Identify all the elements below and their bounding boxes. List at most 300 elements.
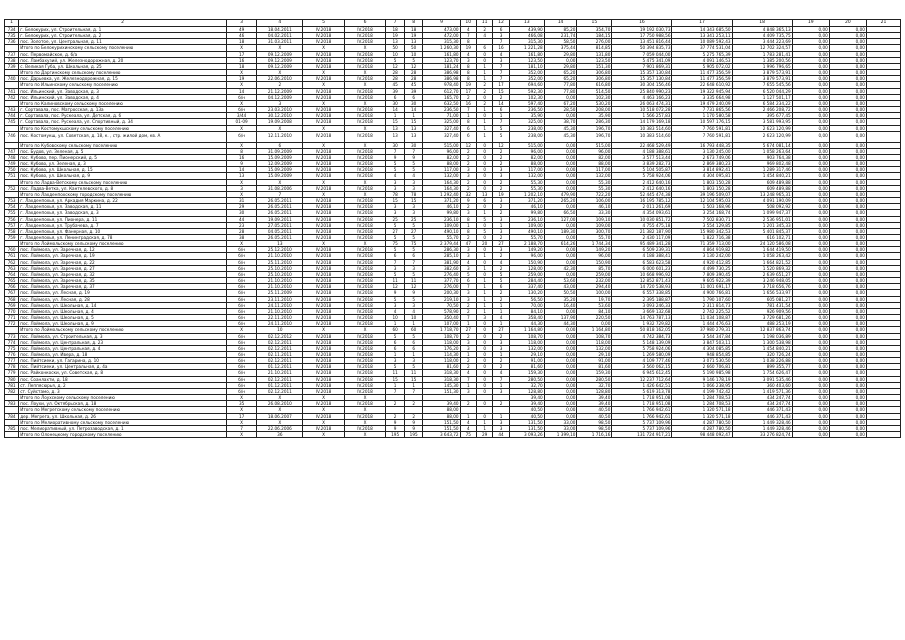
table-cell: 1 790 107,60 xyxy=(672,296,732,302)
table-cell: 0,00 xyxy=(792,358,829,364)
table-cell: 2 xyxy=(460,235,476,241)
address-cell: пос. Ладва-Ветка, ул. Кантелевского, д. 8 xyxy=(19,185,227,191)
table-cell: 1 038 226,88 xyxy=(732,358,792,364)
table-cell: 20 xyxy=(476,241,492,247)
table-cell: 0,00 xyxy=(792,364,829,370)
table-cell: 0,00 xyxy=(792,51,829,57)
table-cell: IV.2018 xyxy=(344,154,386,160)
table-cell: 7 xyxy=(460,33,476,39)
table-cell: б/н xyxy=(226,271,257,277)
table-cell: 5 xyxy=(386,235,405,241)
table-cell: 1 xyxy=(476,425,492,431)
table-cell: 195 xyxy=(386,432,405,438)
table-cell: 88,00 xyxy=(423,407,460,413)
table-cell: 24 120 586,08 xyxy=(732,241,792,247)
table-cell: 23.11.2010 xyxy=(257,296,303,302)
table-cell: 0,00 xyxy=(792,321,829,327)
table-cell: 0,00 xyxy=(544,113,577,119)
table-cell: 2 xyxy=(493,296,509,302)
table-cell: 0,00 xyxy=(792,296,829,302)
row-number-cell: 755 xyxy=(5,210,19,216)
table-cell: 35 xyxy=(226,401,257,407)
table-cell: 109,10 xyxy=(577,216,612,222)
table-cell: X xyxy=(257,179,303,185)
table-cell: 1 566 257,83 xyxy=(612,113,672,119)
table-cell: 3 444 223,69 xyxy=(732,39,792,45)
table-cell: 150,90 xyxy=(509,259,544,265)
table-cell: 0,00 xyxy=(792,94,829,100)
table-cell: 19,70 xyxy=(577,296,612,302)
table-cell: 106,00 xyxy=(577,198,612,204)
table-cell: 7 655 545,56 xyxy=(732,82,792,88)
table-cell: 0,00 xyxy=(829,51,866,57)
table-cell: IV.2018 xyxy=(344,382,386,388)
table-cell: б/н xyxy=(226,296,257,302)
table-cell: 30.12.2010 xyxy=(257,113,303,119)
table-cell: 7 xyxy=(386,148,405,154)
table-cell: 0,00 xyxy=(544,57,577,63)
table-cell: 132,00 xyxy=(423,173,460,179)
table-cell: 77,80 xyxy=(544,88,577,94)
table-cell: б/н xyxy=(226,284,257,290)
table-cell: 30 xyxy=(404,142,423,148)
table-cell: 55,30 xyxy=(577,179,612,185)
table-cell: 151,50 xyxy=(423,419,460,425)
table-cell: 0,00 xyxy=(829,173,866,179)
table-cell: IV.2018 xyxy=(344,27,386,33)
address-cell: пос. Лоймола, ул. Школьная, д. 14 xyxy=(19,302,227,308)
table-cell: 375,44 xyxy=(544,45,577,51)
table-cell: 98,50 xyxy=(577,425,612,431)
table-cell: 4 xyxy=(460,27,476,33)
table-cell: 12 702 324,57 xyxy=(732,45,792,51)
table-cell: 81,60 xyxy=(423,364,460,370)
table-cell: 5 xyxy=(404,247,423,253)
table-cell: 1 269 580,09 xyxy=(612,351,672,357)
table-cell: 2 xyxy=(460,154,476,160)
table-cell: 325,00 xyxy=(423,119,460,125)
table-cell: 3 643,72 xyxy=(423,432,460,438)
table-cell: 1 xyxy=(386,321,405,327)
table-cell: 5 104 505,87 xyxy=(612,167,672,173)
table-cell: 0,00 xyxy=(792,76,829,82)
table-cell: 2 xyxy=(476,88,492,94)
table-cell: 15 xyxy=(404,198,423,204)
table-cell: 0 xyxy=(476,382,492,388)
table-cell: 0,00 xyxy=(829,154,866,160)
row-number-cell: 781 xyxy=(5,382,19,388)
table-cell: 37 980 279,31 xyxy=(672,327,732,333)
table-cell: 0,00 xyxy=(544,401,577,407)
table-cell: 0,00 xyxy=(792,388,829,394)
table-cell: 19 322 945,94 xyxy=(672,88,732,94)
table-cell: 28 xyxy=(404,76,423,82)
table-cell: 0,00 xyxy=(544,376,577,382)
table-cell: 1 664 821,52 xyxy=(732,259,792,265)
table-cell: 0,00 xyxy=(829,142,866,148)
table-cell: 130,20 xyxy=(509,290,544,296)
table-cell: 7 xyxy=(493,63,509,69)
table-cell: 0,00 xyxy=(792,345,829,351)
table-cell: 0,00 xyxy=(829,107,866,113)
table-cell: 2 639 651,27 xyxy=(732,271,792,277)
table-cell: 1 783 281,41 xyxy=(732,51,792,57)
table-cell: IV.2018 xyxy=(344,278,386,284)
table-cell: 9 605 922,39 xyxy=(672,278,732,284)
address-cell: пос. Лоймола, ул. Заречная, д. 22 xyxy=(19,259,227,265)
table-cell: 176,20 xyxy=(423,345,460,351)
address-cell: Итого по Ладва-Ветскому сельскому поселению xyxy=(19,179,227,185)
table-cell: 55,30 xyxy=(509,185,544,191)
table-cell: 286,30 xyxy=(577,119,612,125)
table-cell: 284,40 xyxy=(509,278,544,284)
table-cell: 4 304 085,85 xyxy=(672,345,732,351)
table-cell: 1 170 580,58 xyxy=(672,113,732,119)
table-cell: 32 xyxy=(460,191,476,197)
table-cell: 145,30 xyxy=(423,382,460,388)
table-cell: IV.2018 xyxy=(303,222,345,228)
table-cell: X xyxy=(344,395,386,401)
row-number-cell: 763 xyxy=(5,265,19,271)
table-cell: 0,00 xyxy=(829,88,866,94)
table-cell: 4 848 365,13 xyxy=(732,27,792,33)
table-cell: 3 335 664,98 xyxy=(672,94,732,100)
table-cell: 58,50 xyxy=(544,39,577,45)
table-cell: 21 382 187,90 xyxy=(612,228,672,234)
row-number-cell: 759 xyxy=(5,235,19,241)
table-cell: 0,00 xyxy=(829,167,866,173)
table-cell: 1 716,16 xyxy=(577,432,612,438)
table-cell: IV.2018 xyxy=(303,113,345,119)
table-cell: 0 xyxy=(476,235,492,241)
table-cell: 1 300 538,98 xyxy=(732,339,792,345)
address-cell: г. Лахденпохья, ул. Заводская, д. 11 xyxy=(19,204,227,210)
row-number-cell: 748 xyxy=(5,154,19,160)
table-cell: 5 xyxy=(476,216,492,222)
table-cell: 78 xyxy=(386,191,405,197)
address-cell: Итого по Мелиоративному сельскому поселению xyxy=(19,419,227,425)
table-cell: 306,80 xyxy=(577,70,612,76)
table-cell: 02.12.2012 xyxy=(257,333,303,339)
table-cell: 15 xyxy=(404,119,423,125)
table-cell: 3 xyxy=(460,290,476,296)
table-cell: X xyxy=(303,70,345,76)
table-cell: X xyxy=(303,100,345,106)
table-cell: 0,00 xyxy=(792,271,829,277)
table-cell: 2 xyxy=(493,364,509,370)
table-cell: 10 xyxy=(386,315,405,321)
address-cell: г. Лахденпохья, ул. Трубачева, д. 7 xyxy=(19,222,227,228)
table-cell: б/н xyxy=(226,315,257,321)
row-number-cell: 766 xyxy=(5,284,19,290)
table-cell: 16 xyxy=(226,57,257,63)
table-cell: 0,00 xyxy=(544,327,577,333)
table-cell: 2 xyxy=(493,253,509,259)
table-cell: 14 xyxy=(226,88,257,94)
table-cell: 3 718 656,76 xyxy=(732,284,792,290)
table-cell: 43,00 xyxy=(544,284,577,290)
table-cell: IV.2018 xyxy=(303,333,345,339)
table-cell: 13 xyxy=(404,125,423,131)
table-cell: 39,40 xyxy=(509,395,544,401)
table-cell: 9 xyxy=(404,290,423,296)
table-cell: 6 xyxy=(404,339,423,345)
table-cell: 0 xyxy=(476,142,492,148)
table-cell: 0,00 xyxy=(829,204,866,210)
table-cell: 219,10 xyxy=(423,296,460,302)
table-cell: 1 718,70 xyxy=(423,327,460,333)
table-cell: X xyxy=(303,327,345,333)
table-cell: 6 557 338,85 xyxy=(612,290,672,296)
table-cell: 371,20 xyxy=(423,198,460,204)
row-number-cell: 785 xyxy=(5,425,19,431)
table-cell: 0,00 xyxy=(792,107,829,113)
table-cell: 0 xyxy=(476,148,492,154)
row-number-cell: 751 xyxy=(5,173,19,179)
table-cell: 128,00 xyxy=(509,265,544,271)
address-cell: Итого по Даргинскому сельскому поселению xyxy=(19,70,227,76)
table-cell: 7 xyxy=(493,376,509,382)
table-cell: 60 xyxy=(386,327,405,333)
table-cell: 4 742 384,73 xyxy=(612,333,672,339)
column-number: 3 xyxy=(226,20,257,27)
table-cell: 6 509 239,31 xyxy=(612,247,672,253)
table-cell: 30 xyxy=(386,142,405,148)
table-cell: 26.05.2011 xyxy=(257,210,303,216)
table-cell: X xyxy=(226,419,257,425)
table-cell: 386,98 xyxy=(423,76,460,82)
table-cell: 2 xyxy=(404,401,423,407)
table-cell: X xyxy=(226,125,257,131)
table-cell: 7 xyxy=(460,376,476,382)
table-cell: 39,40 xyxy=(577,395,612,401)
table-cell: 276,00 xyxy=(577,39,612,45)
table-cell: X xyxy=(344,327,386,333)
table-cell: IV.2018 xyxy=(344,63,386,69)
table-cell: IV.2018 xyxy=(303,290,345,296)
table-cell: 96,00 xyxy=(423,148,460,154)
table-cell: 0 xyxy=(476,327,492,333)
table-cell: 286,30 xyxy=(423,247,460,253)
table-cell: 259,00 xyxy=(509,271,544,277)
table-cell: 0,00 xyxy=(829,333,866,339)
row-number-cell: 775 xyxy=(5,345,19,351)
table-cell: 0,00 xyxy=(792,259,829,265)
table-cell: X xyxy=(344,407,386,413)
table-cell: 0,00 xyxy=(544,395,577,401)
column-number: 13 xyxy=(509,20,544,27)
table-cell: 29 xyxy=(476,432,492,438)
table-cell: 22.11.2010 xyxy=(257,315,303,321)
table-cell: 2 xyxy=(493,210,509,216)
table-cell: 238,00 xyxy=(509,125,544,131)
table-cell: 13 xyxy=(386,39,405,45)
table-cell: 55,30 xyxy=(509,179,544,185)
table-cell: X xyxy=(226,407,257,413)
table-cell: 0,00 xyxy=(829,259,866,265)
table-cell: 0 xyxy=(476,401,492,407)
table-cell: IV.2018 xyxy=(344,351,386,357)
table-cell: 10 xyxy=(386,51,405,57)
table-cell: X xyxy=(303,45,345,51)
table-cell: б/н xyxy=(226,339,257,345)
row-number-cell: 735 xyxy=(5,33,19,39)
row-number-cell: 782 xyxy=(5,388,19,394)
table-cell: 55,30 xyxy=(577,185,612,191)
table-cell: IV.2018 xyxy=(344,284,386,290)
table-cell: 14 xyxy=(226,167,257,173)
table-cell: 132,00 xyxy=(577,173,612,179)
table-cell: 12 xyxy=(404,63,423,69)
row-number-cell: 778 xyxy=(5,364,19,370)
table-cell: 1 454 840,21 xyxy=(732,345,792,351)
column-number: 7 xyxy=(386,20,405,27)
table-cell: 3 xyxy=(460,345,476,351)
table-cell: 12.11.2010 xyxy=(257,131,303,142)
table-cell: б/н xyxy=(226,333,257,339)
table-cell: 0,00 xyxy=(544,204,577,210)
table-cell: 2 xyxy=(386,413,405,419)
table-cell: 38 xyxy=(226,235,257,241)
table-cell: 1 164,80 xyxy=(509,327,544,333)
table-cell: X xyxy=(344,419,386,425)
table-cell: 2 623 120,99 xyxy=(732,131,792,142)
table-cell: IV.2018 xyxy=(303,339,345,345)
table-cell: 19.09.2008 xyxy=(257,119,303,125)
table-cell: 17 xyxy=(460,88,476,94)
table-cell: 3 xyxy=(460,173,476,179)
table-cell: 19 xyxy=(460,45,476,51)
table-cell: 127,00 xyxy=(544,216,577,222)
table-cell: 0,00 xyxy=(792,204,829,210)
address-cell: пос. Лоймола, ул. Лесная, д. 28 xyxy=(19,296,227,302)
address-cell: пос. Лоймола, ул. Центральная, д. 4 xyxy=(19,345,227,351)
table-cell: 0,00 xyxy=(792,370,829,376)
table-cell: IV.2018 xyxy=(303,63,345,69)
table-cell: 0,00 xyxy=(544,259,577,265)
table-cell: 0,00 xyxy=(829,82,866,88)
table-cell: 0,00 xyxy=(544,339,577,345)
table-cell: 161,80 xyxy=(423,51,460,57)
table-cell: 161,80 xyxy=(509,51,544,57)
table-cell: 7 xyxy=(404,388,423,394)
table-cell: 39 196 509,07 xyxy=(672,191,732,197)
row-number-cell: 760 xyxy=(5,247,19,253)
table-cell: 11 001 691,17 xyxy=(672,284,732,290)
table-cell: 6 xyxy=(386,94,405,100)
table-cell: 5 758 924,06 xyxy=(612,173,672,179)
table-cell: 12 xyxy=(460,142,476,148)
table-cell: 306,80 xyxy=(577,76,612,82)
address-cell: пос. Соанлахти, д. 18 xyxy=(19,376,227,382)
table-cell: 7 xyxy=(460,315,476,321)
table-cell: IV.2018 xyxy=(344,247,386,253)
table-cell: 30 xyxy=(386,100,405,106)
table-cell: 0,00 xyxy=(829,76,866,82)
table-cell: 3 814 892,41 xyxy=(672,167,732,173)
table-cell: 36 xyxy=(257,432,303,438)
row-number-cell: 762 xyxy=(5,259,19,265)
table-cell: 2 412 640,16 xyxy=(612,185,672,191)
table-cell: 33 276 824,74 xyxy=(732,432,792,438)
table-cell: 132,00 xyxy=(509,173,544,179)
address-cell: пос. Лоймола, ул. Школьная, д. 5 xyxy=(19,315,227,321)
table-cell: IV.2018 xyxy=(303,173,345,179)
table-cell: 04.05.2011 xyxy=(257,228,303,234)
table-cell: 352,00 xyxy=(509,70,544,76)
table-cell: 3 xyxy=(493,247,509,253)
table-cell: 4 xyxy=(460,370,476,376)
table-cell: 4 xyxy=(460,259,476,265)
table-cell: 75 xyxy=(386,241,405,247)
table-cell: 1 xyxy=(476,296,492,302)
table-cell: 4 xyxy=(493,259,509,265)
table-cell: 0,00 xyxy=(577,321,612,327)
table-cell: 19 192 030,73 xyxy=(612,27,672,33)
table-cell: 0,00 xyxy=(829,131,866,142)
table-cell: 29 xyxy=(226,204,257,210)
table-cell: 722,20 xyxy=(577,191,612,197)
table-cell: 31 xyxy=(226,198,257,204)
row-number-cell: 783 xyxy=(5,401,19,407)
table-cell: 0 xyxy=(476,271,492,277)
table-cell: 609 489,88 xyxy=(732,185,792,191)
table-cell: IV.2018 xyxy=(344,107,386,113)
table-cell: 128,80 xyxy=(509,388,544,394)
table-cell: 165,70 xyxy=(423,94,460,100)
table-cell: 28 xyxy=(386,70,405,76)
table-cell: б/н xyxy=(226,321,257,327)
table-cell: 50,50 xyxy=(544,290,577,296)
row-number-cell: 737 xyxy=(5,51,19,57)
table-cell: 5 xyxy=(404,333,423,339)
table-cell: 9 xyxy=(404,425,423,431)
table-cell: 3 560 062,15 xyxy=(612,364,672,370)
table-cell: 04.12.2009 xyxy=(257,94,303,100)
table-cell: IV.2018 xyxy=(344,210,386,216)
table-cell: 14 xyxy=(386,107,405,113)
table-cell: 5 xyxy=(386,161,405,167)
column-number: 18 xyxy=(732,20,792,27)
table-cell: 3 246 948,05 xyxy=(732,278,792,284)
address-cell: пос. Ильинский, ул. Заводская, д. 3 xyxy=(19,88,227,94)
table-cell: 1 xyxy=(476,210,492,216)
column-number: 5 xyxy=(303,20,345,27)
table-cell: 7 xyxy=(386,259,405,265)
table-cell: 280,50 xyxy=(509,376,544,382)
table-cell: X xyxy=(303,142,345,148)
table-cell: 236,50 xyxy=(423,107,460,113)
table-cell: 4 199 742,42 xyxy=(672,388,732,394)
address-cell: Итого по Белокурихинскому сельскому поселению xyxy=(19,45,227,51)
table-cell: 0,00 xyxy=(792,191,829,197)
table-cell: 327,40 xyxy=(423,131,460,142)
table-cell: 0 xyxy=(476,51,492,57)
table-cell: 0,00 xyxy=(829,228,866,234)
table-cell: 84,10 xyxy=(509,308,544,314)
table-cell: 24.11.2010 xyxy=(257,321,303,327)
row-number-cell: 765 xyxy=(5,278,19,284)
table-cell: IV.2018 xyxy=(344,370,386,376)
table-cell: 71,00 xyxy=(423,113,460,119)
table-cell: 3 xyxy=(460,57,476,63)
table-cell: 0,00 xyxy=(829,70,866,76)
table-cell: IV.2018 xyxy=(344,222,386,228)
table-cell: 02.12.2011 xyxy=(257,345,303,351)
table-cell: 39,40 xyxy=(423,401,460,407)
table-cell: 181,24 xyxy=(423,63,460,69)
table-cell: X xyxy=(226,179,257,185)
